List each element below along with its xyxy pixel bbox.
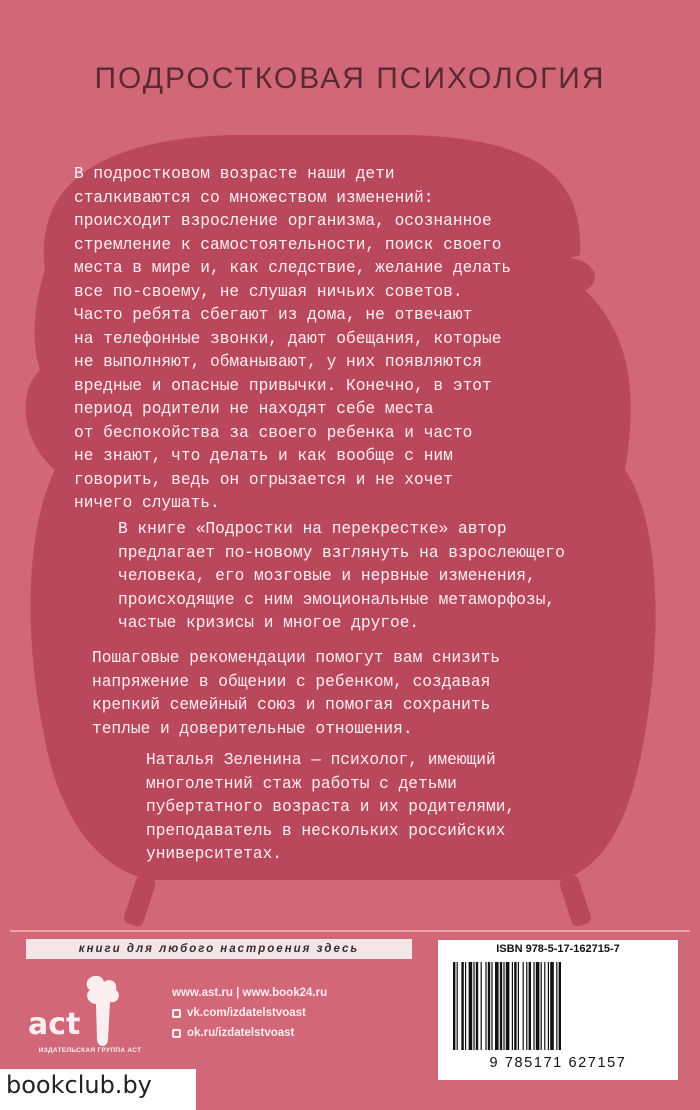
vk-text: vk.com/izdatelstvoast bbox=[187, 1007, 306, 1019]
vk-link[interactable] bbox=[172, 1003, 327, 1023]
description-paragraph-1: В подростковом возрасте наши дети сталкиваются со множеством изменений: происходит взросление организма, осознанное стремление к самостоятельности, поиск своего места в мире и, как следствие, желание делать все по-своему, не слушая ничьих советов. Часто ребята сбегают из дома, не отвечают на телефонные звонки, дают обещания, которые не выполняют, обманывают, у них появляются вредные и опасные привычки. Конечно, в этот период родители не находят себе места от беспокойства за своего ребенка и часто не знают, что делать и как вообще с ним говорить, ведь он огрызается и не хочет ничего слушать. bbox=[74, 165, 512, 512]
ast-logo-icon bbox=[22, 970, 134, 1058]
ean-digits: 9 785171 627157 bbox=[489, 1055, 627, 1071]
ok-text: ok.ru/izdatelstvoast bbox=[187, 1027, 295, 1039]
author-bio-paragraph: Наталья Зеленина — психолог, имеющий многолетний стаж работы с детьми пубертатного возраста и их родителями, преподаватель в нескольких российских университетах. bbox=[146, 751, 516, 863]
mail-icon bbox=[172, 1009, 181, 1018]
websites-link[interactable] bbox=[172, 983, 327, 1003]
websites-text: www.ast.ru | www.book24.ru bbox=[172, 987, 328, 999]
slogan-text: книги для любого настроения здесь bbox=[78, 943, 360, 955]
watermark-text: bookclub.by bbox=[6, 1071, 152, 1099]
description-paragraph-3: Пошаговые рекомендации помогут вам снизить напряжение в общении с ребенком, создавая крепкий семейный союз и помогая сохранить теплые и доверительные отношения. bbox=[92, 649, 500, 738]
publisher-links bbox=[172, 983, 327, 1043]
book-series-title: ПОДРОСТКОВАЯ ПСИХОЛОГИЯ bbox=[94, 62, 606, 95]
barcode-icon bbox=[453, 962, 665, 1050]
publisher-name: ИЗДАТЕЛЬСКАЯ ГРУППА АСТ bbox=[38, 1047, 142, 1054]
ok-icon bbox=[172, 1029, 181, 1038]
isbn-text: ISBN 978-5-17-162715-7 bbox=[496, 943, 620, 955]
logo-text: act bbox=[28, 1007, 81, 1042]
description-paragraph-2: В книге «Подростки на перекрестке» автор предлагает по-новому взглянуть на взрослеющего человека, его мозговые и нервные изменения, происходящие с ним эмоциональные метаморфозы, частые кризисы и многое другое. bbox=[118, 520, 565, 632]
ok-link[interactable] bbox=[172, 1023, 327, 1043]
